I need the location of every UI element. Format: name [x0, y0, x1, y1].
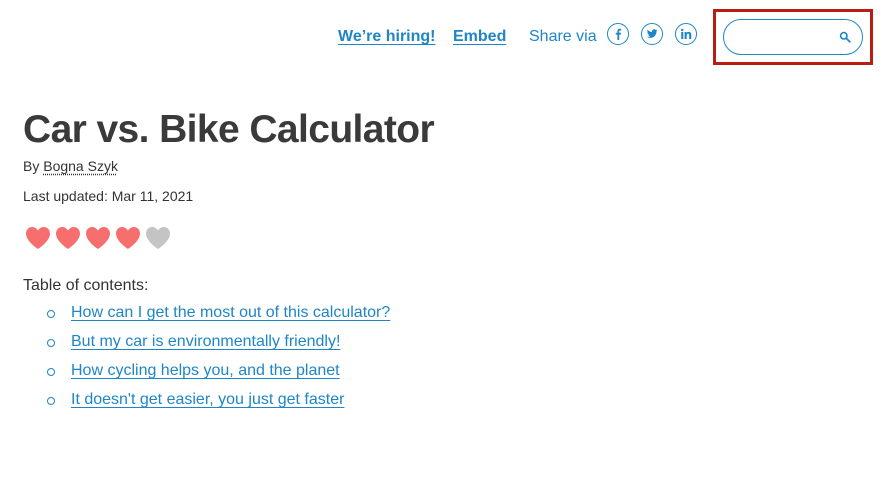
heart-filled-icon[interactable]: [25, 226, 51, 250]
top-bar: [0, 0, 892, 70]
bullet-icon: [47, 339, 55, 347]
twitter-icon[interactable]: [641, 23, 663, 45]
search-box[interactable]: [723, 19, 863, 55]
toc-link-get-faster[interactable]: It doesn't get easier, you just get faster: [71, 391, 345, 408]
linkedin-icon[interactable]: [675, 23, 697, 45]
bullet-icon: [47, 368, 55, 376]
heart-empty-icon[interactable]: [145, 226, 171, 250]
toc-link-most-out[interactable]: How can I get the most out of this calculator?: [71, 304, 391, 321]
byline-prefix: By: [23, 158, 40, 174]
toc-link-car-friendly[interactable]: But my car is environmentally friendly!: [71, 333, 341, 350]
author-link[interactable]: Bogna Szyk: [43, 158, 118, 174]
share-label: Share via: [529, 28, 597, 45]
bullet-icon: [47, 310, 55, 318]
heart-filled-icon[interactable]: [55, 226, 81, 250]
rating[interactable]: [25, 226, 175, 250]
search-input[interactable]: [736, 28, 840, 48]
byline: [23, 158, 118, 174]
hiring-link[interactable]: We’re hiring!: [338, 28, 436, 45]
page-title: Car vs. Bike Calculator: [23, 108, 435, 151]
bullet-icon: [47, 397, 55, 405]
toc-link-cycling-helps[interactable]: How cycling helps you, and the planet: [71, 362, 340, 379]
last-updated: Last updated: Mar 11, 2021: [23, 188, 194, 204]
embed-link[interactable]: Embed: [453, 28, 507, 45]
heart-filled-icon[interactable]: [85, 226, 111, 250]
facebook-icon[interactable]: [607, 23, 629, 45]
heart-filled-icon[interactable]: [115, 226, 141, 250]
toc-title: Table of contents:: [23, 277, 149, 294]
search-icon[interactable]: [839, 31, 851, 43]
